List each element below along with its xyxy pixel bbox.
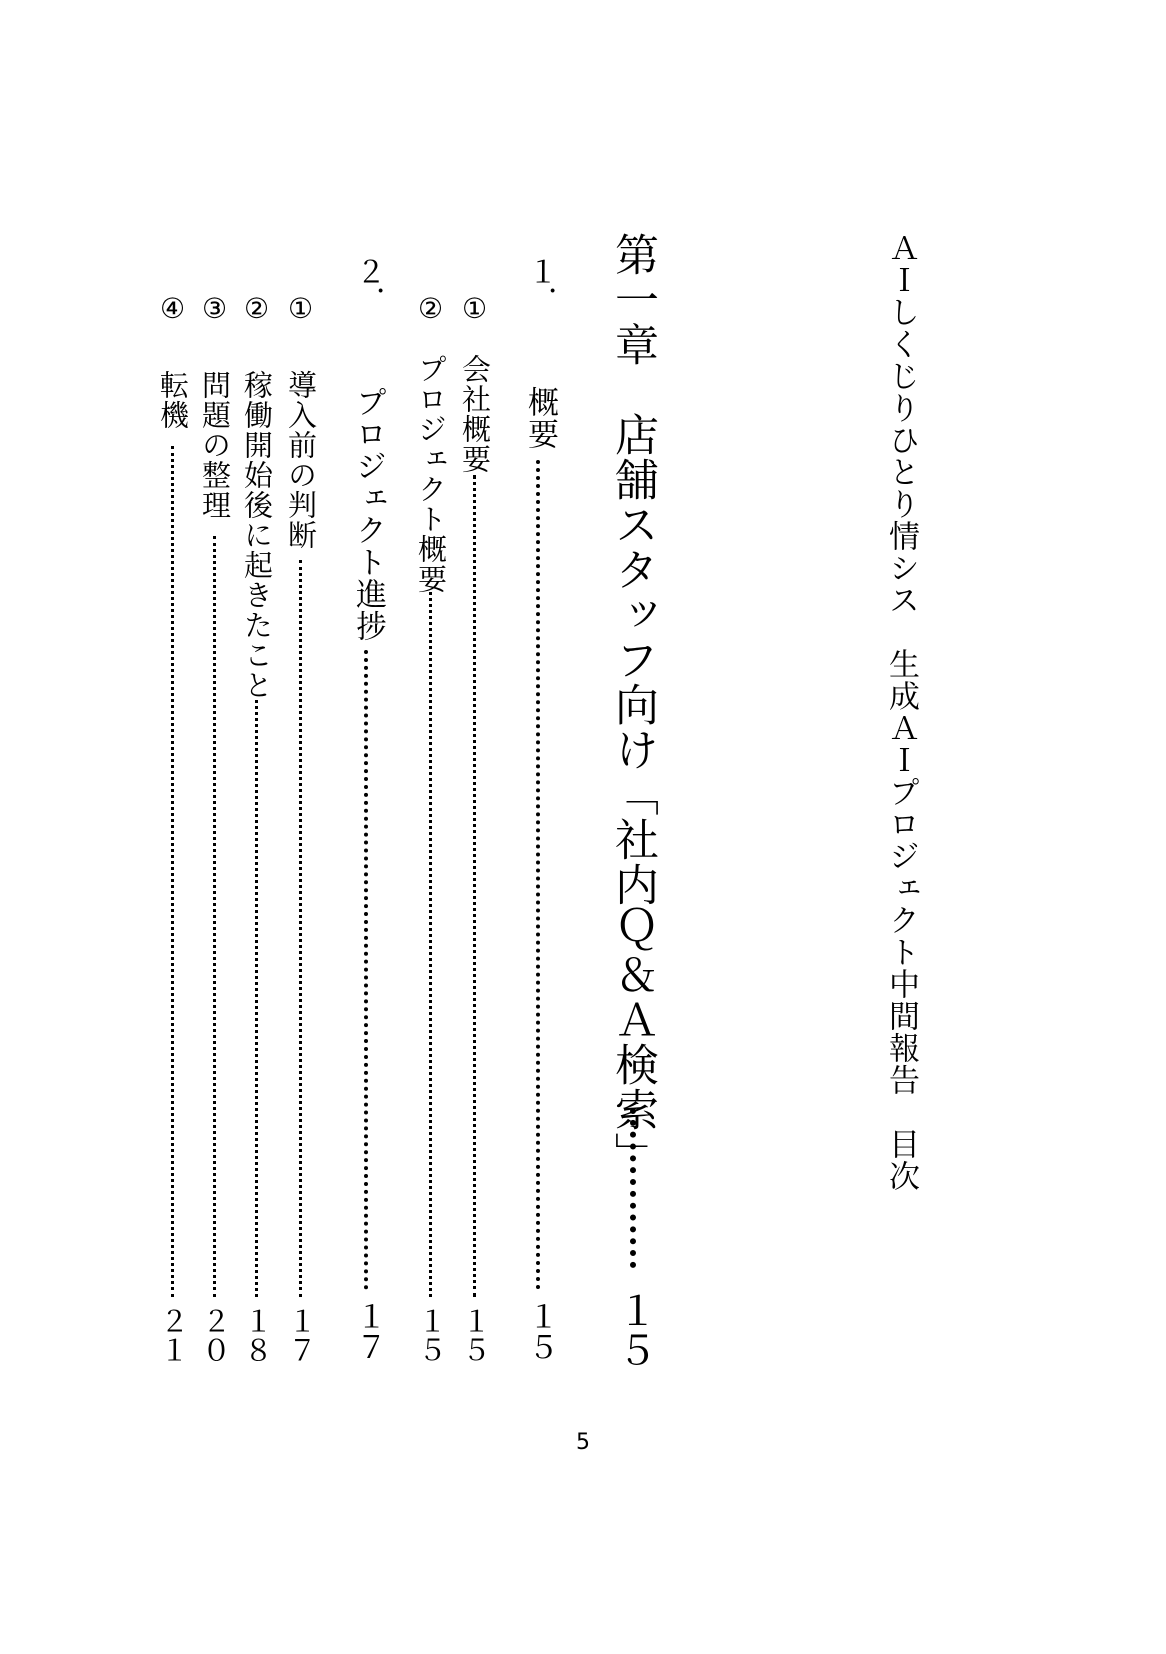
subsection-page-ref: ２０ [198, 1306, 232, 1364]
document-title: ＡＩしくじりひとり情シス 生成ＡＩプロジェクト中間報告 目次 [883, 232, 919, 1192]
toc-subsection-entry[interactable] [284, 0, 318, 1654]
subsection-number: ① [284, 292, 317, 325]
toc-subsection-entry[interactable] [198, 0, 232, 1654]
toc-subsection-entry[interactable] [240, 0, 274, 1654]
section-page-ref: １５ [522, 1300, 558, 1362]
subsection-title: 会社概要 [458, 354, 492, 474]
subsection-number: ② [414, 292, 447, 325]
subsection-title: 導入前の判断 [284, 370, 318, 550]
dot-leader [630, 1108, 636, 1268]
dot-leader [364, 650, 368, 1290]
chapter-title: 第一章 店舗スタッフ向け「社内Ｑ＆Ａ検索」 [607, 232, 658, 1177]
subsection-number: ③ [198, 292, 231, 325]
subsection-title: 転機 [156, 370, 190, 430]
subsection-title: 問題の整理 [198, 370, 232, 520]
subsection-title: 稼働開始後に起きたこと [240, 370, 274, 700]
dot-leader [536, 460, 540, 1290]
toc-subsection-entry[interactable] [458, 0, 492, 1654]
subsection-page-ref: １７ [284, 1306, 318, 1364]
subsection-page-ref: １５ [414, 1306, 448, 1364]
section-number: ２． [350, 256, 385, 316]
subsection-number: ② [240, 292, 273, 325]
section-title: 概要 [522, 386, 558, 450]
toc-subsection-entry[interactable] [156, 0, 190, 1654]
section-number: １． [522, 256, 557, 316]
toc-subsection-entry[interactable] [414, 0, 448, 1654]
toc-chapter-entry[interactable] [607, 0, 660, 1654]
dot-leader [213, 536, 216, 1297]
subsection-number: ④ [156, 292, 189, 325]
toc-section-entry[interactable] [348, 0, 388, 1654]
dot-leader [473, 475, 476, 1297]
section-page-ref: １７ [350, 1300, 386, 1362]
dot-leader [255, 700, 258, 1297]
dot-leader [299, 560, 302, 1297]
section-title: プロジェクト進捗 [350, 386, 386, 642]
subsection-page-ref: ２１ [156, 1306, 190, 1364]
chapter-page-ref: １５ [611, 1290, 657, 1370]
page-number: 5 [576, 1430, 590, 1455]
toc-section-entry[interactable] [520, 0, 560, 1654]
dot-leader [429, 592, 432, 1297]
subsection-number: ① [458, 292, 491, 325]
subsection-title: プロジェクト概要 [414, 354, 448, 594]
subsection-page-ref: １５ [458, 1306, 492, 1364]
dot-leader [171, 446, 174, 1297]
subsection-page-ref: １８ [240, 1306, 274, 1364]
